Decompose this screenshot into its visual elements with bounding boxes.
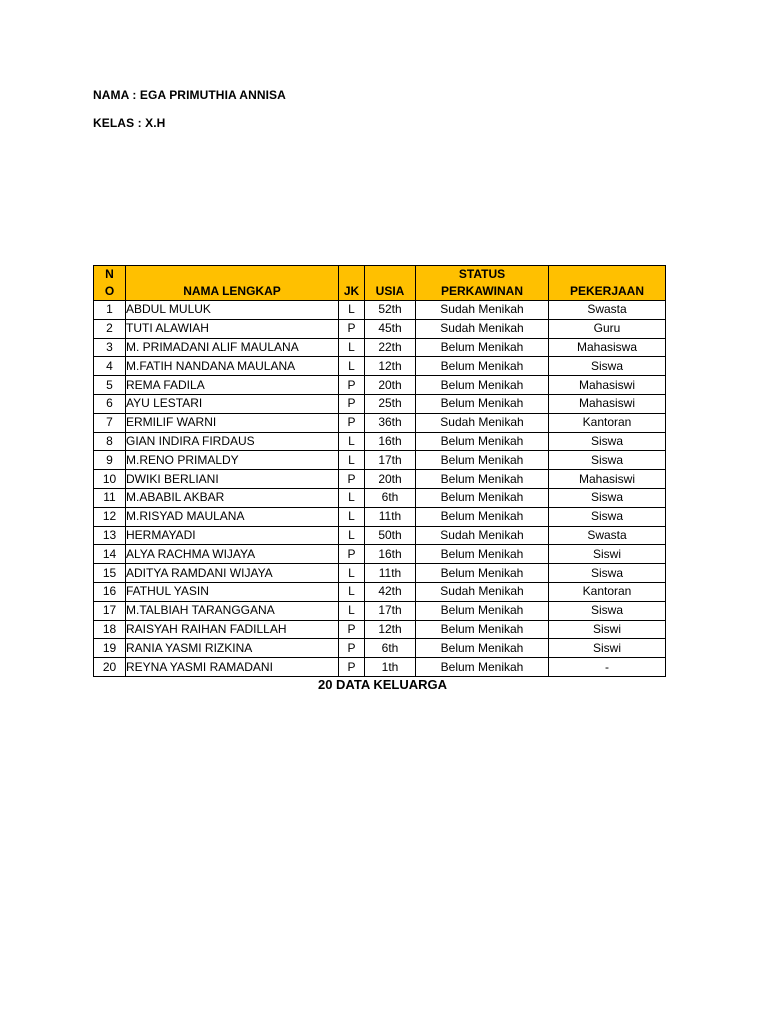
table-row: [94, 470, 666, 489]
cell-status: Belum Menikah: [416, 601, 549, 620]
cell-usia: 17th: [365, 451, 416, 470]
cell-usia: 25th: [365, 394, 416, 413]
cell-jk: P: [339, 413, 365, 432]
cell-usia: 16th: [365, 545, 416, 564]
cell-usia: 52th: [365, 301, 416, 320]
cell-nama: HERMAYADI: [126, 526, 339, 545]
cell-pekerjaan: Swasta: [549, 301, 666, 320]
cell-usia: 45th: [365, 319, 416, 338]
table-row: [94, 507, 666, 526]
cell-usia: 6th: [365, 488, 416, 507]
table-row: [94, 301, 666, 320]
cell-no: 16: [94, 582, 126, 601]
column-header-status-line1: STATUS: [458, 267, 506, 281]
cell-jk: L: [339, 301, 365, 320]
cell-jk: P: [339, 470, 365, 489]
cell-nama: GIAN INDIRA FIRDAUS: [126, 432, 339, 451]
cell-no: 9: [94, 451, 126, 470]
cell-no: 13: [94, 526, 126, 545]
cell-no: 19: [94, 639, 126, 658]
cell-pekerjaan: -: [549, 658, 666, 677]
cell-nama: FATHUL YASIN: [126, 582, 339, 601]
cell-status: Sudah Menikah: [416, 301, 549, 320]
cell-nama: M.ABABIL AKBAR: [126, 488, 339, 507]
cell-no: 10: [94, 470, 126, 489]
cell-status: Belum Menikah: [416, 451, 549, 470]
family-data-table: [93, 265, 666, 677]
cell-nama: M.RISYAD MAULANA: [126, 507, 339, 526]
table-row: [94, 620, 666, 639]
cell-nama: M.FATIH NANDANA MAULANA: [126, 357, 339, 376]
table-row: [94, 338, 666, 357]
cell-nama: TUTI ALAWIAH: [126, 319, 339, 338]
cell-no: 1: [94, 301, 126, 320]
cell-jk: P: [339, 639, 365, 658]
cell-usia: 22th: [365, 338, 416, 357]
cell-no: 4: [94, 357, 126, 376]
cell-nama: ADITYA RAMDANI WIJAYA: [126, 564, 339, 583]
cell-nama: AYU LESTARI: [126, 394, 339, 413]
cell-usia: 50th: [365, 526, 416, 545]
cell-pekerjaan: Siswi: [549, 545, 666, 564]
column-header-nama: NAMA LENGKAP: [126, 266, 339, 301]
table-row: [94, 451, 666, 470]
cell-pekerjaan: Siswa: [549, 601, 666, 620]
cell-pekerjaan: Siswa: [549, 564, 666, 583]
column-header-no: [94, 266, 126, 301]
cell-status: Sudah Menikah: [416, 582, 549, 601]
table-row: [94, 488, 666, 507]
cell-usia: 11th: [365, 507, 416, 526]
table-row: [94, 658, 666, 677]
cell-status: Belum Menikah: [416, 470, 549, 489]
cell-no: 7: [94, 413, 126, 432]
cell-jk: P: [339, 658, 365, 677]
cell-no: 15: [94, 564, 126, 583]
table-row: [94, 357, 666, 376]
cell-no: 5: [94, 376, 126, 395]
cell-no: 18: [94, 620, 126, 639]
cell-nama: M. PRIMADANI ALIF MAULANA: [126, 338, 339, 357]
cell-jk: L: [339, 601, 365, 620]
cell-usia: 16th: [365, 432, 416, 451]
column-header-status-line2: PERKAWINAN: [440, 284, 523, 298]
cell-usia: 17th: [365, 601, 416, 620]
cell-nama: RANIA YASMI RIZKINA: [126, 639, 339, 658]
cell-usia: 36th: [365, 413, 416, 432]
cell-jk: L: [339, 432, 365, 451]
column-header-pekerjaan: PEKERJAAN: [549, 266, 666, 301]
cell-status: Belum Menikah: [416, 394, 549, 413]
table-row: [94, 413, 666, 432]
table-row: [94, 601, 666, 620]
table-header-row: [94, 266, 666, 301]
cell-status: Belum Menikah: [416, 432, 549, 451]
cell-jk: P: [339, 319, 365, 338]
cell-jk: P: [339, 545, 365, 564]
cell-nama: ALYA RACHMA WIJAYA: [126, 545, 339, 564]
cell-jk: P: [339, 376, 365, 395]
student-class: KELAS : X.H: [93, 116, 166, 130]
cell-usia: 1th: [365, 658, 416, 677]
table-row: [94, 564, 666, 583]
column-header-usia: USIA: [365, 266, 416, 301]
cell-no: 11: [94, 488, 126, 507]
cell-usia: 42th: [365, 582, 416, 601]
cell-no: 17: [94, 601, 126, 620]
cell-jk: L: [339, 488, 365, 507]
cell-nama: DWIKI BERLIANI: [126, 470, 339, 489]
cell-pekerjaan: Swasta: [549, 526, 666, 545]
cell-pekerjaan: Kantoran: [549, 413, 666, 432]
cell-pekerjaan: Mahasiswi: [549, 470, 666, 489]
table-row: [94, 582, 666, 601]
cell-pekerjaan: Kantoran: [549, 582, 666, 601]
table-body: [94, 301, 666, 677]
column-header-no-line2: O: [104, 284, 115, 298]
cell-nama: REYNA YASMI RAMADANI: [126, 658, 339, 677]
cell-status: Belum Menikah: [416, 545, 549, 564]
cell-nama: M.RENO PRIMALDY: [126, 451, 339, 470]
cell-jk: L: [339, 451, 365, 470]
cell-pekerjaan: Siswi: [549, 620, 666, 639]
cell-status: Belum Menikah: [416, 620, 549, 639]
table-row: [94, 545, 666, 564]
cell-pekerjaan: Siswi: [549, 639, 666, 658]
cell-nama: M.TALBIAH TARANGGANA: [126, 601, 339, 620]
table-row: [94, 319, 666, 338]
cell-pekerjaan: Siswa: [549, 451, 666, 470]
cell-usia: 6th: [365, 639, 416, 658]
table-row: [94, 639, 666, 658]
cell-status: Belum Menikah: [416, 507, 549, 526]
student-name: NAMA : EGA PRIMUTHIA ANNISA: [93, 88, 286, 102]
cell-nama: REMA FADILA: [126, 376, 339, 395]
cell-status: Sudah Menikah: [416, 413, 549, 432]
cell-jk: L: [339, 338, 365, 357]
column-header-status: [416, 266, 549, 301]
cell-nama: ERMILIF WARNI: [126, 413, 339, 432]
cell-no: 12: [94, 507, 126, 526]
column-header-no-line1: N: [105, 267, 114, 281]
cell-nama: ABDUL MULUK: [126, 301, 339, 320]
cell-no: 14: [94, 545, 126, 564]
cell-no: 3: [94, 338, 126, 357]
cell-status: Sudah Menikah: [416, 526, 549, 545]
table-row: [94, 394, 666, 413]
cell-usia: 12th: [365, 620, 416, 639]
cell-jk: L: [339, 564, 365, 583]
cell-pekerjaan: Siswa: [549, 357, 666, 376]
cell-pekerjaan: Mahasiswi: [549, 376, 666, 395]
cell-status: Belum Menikah: [416, 338, 549, 357]
cell-status: Belum Menikah: [416, 639, 549, 658]
cell-nama: RAISYAH RAIHAN FADILLAH: [126, 620, 339, 639]
cell-usia: 20th: [365, 376, 416, 395]
cell-no: 8: [94, 432, 126, 451]
table-row: [94, 432, 666, 451]
table-caption: 20 DATA KELUARGA: [317, 677, 448, 692]
cell-status: Belum Menikah: [416, 488, 549, 507]
cell-usia: 20th: [365, 470, 416, 489]
cell-pekerjaan: Siswa: [549, 507, 666, 526]
cell-jk: L: [339, 526, 365, 545]
table-row: [94, 376, 666, 395]
cell-pekerjaan: Mahasiswa: [549, 338, 666, 357]
cell-jk: L: [339, 357, 365, 376]
cell-pekerjaan: Guru: [549, 319, 666, 338]
cell-status: Belum Menikah: [416, 658, 549, 677]
cell-jk: L: [339, 582, 365, 601]
cell-pekerjaan: Siswa: [549, 488, 666, 507]
table-row: [94, 526, 666, 545]
cell-no: 2: [94, 319, 126, 338]
cell-status: Belum Menikah: [416, 564, 549, 583]
cell-jk: L: [339, 507, 365, 526]
cell-jk: P: [339, 620, 365, 639]
cell-jk: P: [339, 394, 365, 413]
cell-status: Sudah Menikah: [416, 319, 549, 338]
cell-status: Belum Menikah: [416, 357, 549, 376]
cell-no: 6: [94, 394, 126, 413]
cell-pekerjaan: Mahasiswi: [549, 394, 666, 413]
cell-status: Belum Menikah: [416, 376, 549, 395]
cell-pekerjaan: Siswa: [549, 432, 666, 451]
cell-usia: 11th: [365, 564, 416, 583]
cell-no: 20: [94, 658, 126, 677]
column-header-jk: JK: [339, 266, 365, 301]
cell-usia: 12th: [365, 357, 416, 376]
